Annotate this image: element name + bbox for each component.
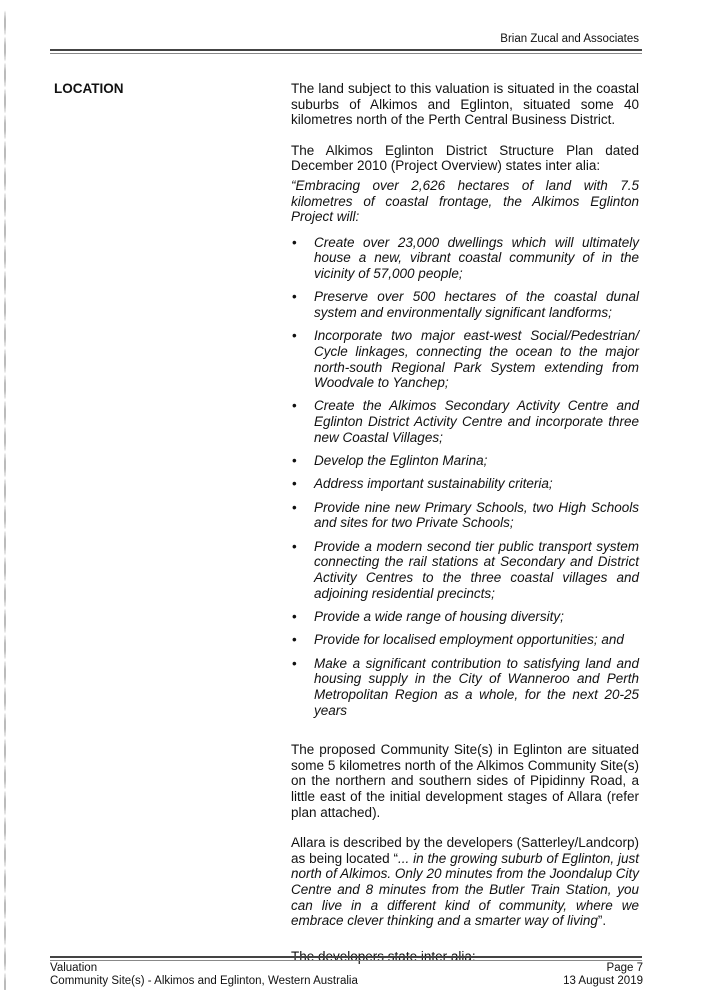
paragraph-community-site: The proposed Community Site(s) in Eglinton are situated some 5 kilometres north of the Alkimos Community Site(s) on the northern and southern sides of Pipidinny Road, a little east of the initial development stages of Allara (refer plan attached). bbox=[291, 742, 639, 820]
list-item: • Create over 23,000 dwellings which will ultimately house a new, vibrant coastal community of in the vicinity of 57,000 people; bbox=[292, 234, 639, 281]
bullet-icon: • bbox=[292, 499, 297, 515]
bullet-icon: • bbox=[292, 453, 297, 469]
bullet-icon: • bbox=[292, 632, 297, 648]
bullet-list bbox=[291, 235, 639, 718]
footer-doc-type: Valuation bbox=[50, 962, 98, 974]
paragraph-location: The land subject to this valuation is situated in the coastal suburbs of Alkimos and Eglinton, situated some 40 kilometres north of the Perth Central Business District. bbox=[291, 81, 639, 128]
footer-rule-thin bbox=[50, 960, 642, 961]
quote-intro: “Embracing over 2,626 hectares of land with 7.5 kilometres of coastal frontage, the Alkimos Eglinton Project will: bbox=[291, 177, 639, 225]
list-item: • Preserve over 500 hectares of the coastal dunal system and environmentally significant landforms; bbox=[292, 289, 639, 320]
list-item: • Provide a modern second tier public transport system connecting the rail stations at Secondary and District Activity Centres to the three coastal villages and adjoining residential precincts; bbox=[292, 538, 639, 601]
list-item: • Provide for localised employment opportunities; and bbox=[292, 632, 624, 648]
bullet-icon: • bbox=[292, 289, 297, 305]
footer-date: 13 August 2019 bbox=[563, 975, 643, 987]
header-rule bbox=[50, 49, 642, 51]
section-label: LOCATION bbox=[54, 81, 124, 96]
bullet-icon: • bbox=[292, 609, 297, 624]
footer-right bbox=[563, 962, 643, 988]
bullet-icon: • bbox=[292, 398, 297, 414]
list-item: • Create the Alkimos Secondary Activity Centre and Eglinton District Activity Centre and incorporate three new Coastal Villages; bbox=[292, 398, 639, 445]
paragraph-developers: The developers state inter alia: bbox=[291, 948, 476, 964]
list-item: • Address important sustainability criteria; bbox=[292, 476, 553, 492]
list-item: • Make a significant contribution to satisfying land and housing supply in the City of Wanneroo and Perth Metropolitan Region as a whole, for the next 20-25 years bbox=[292, 655, 639, 718]
page-number: Page 7 bbox=[606, 962, 643, 974]
list-item: • Provide a wide range of housing diversity; bbox=[292, 609, 564, 624]
bullet-icon: • bbox=[292, 328, 297, 344]
footer-rule bbox=[50, 956, 642, 958]
paragraph-allara: Allara is described by the developers (Satterley/Landcorp) as being located “... in the growing suburb of Eglinton, just north of Alkimos. Only 20 minutes from the Joondalup City Centre and 8 minutes from the Butler Train Station, you can live in a different kind of community, where we embrace clever thinking and a smarter way of living”. bbox=[291, 835, 640, 929]
list-item: • Provide nine new Primary Schools, two High Schools and sites for two Private Schools; bbox=[292, 499, 639, 531]
footer-left bbox=[50, 962, 358, 988]
list-item: • Develop the Eglinton Marina; bbox=[292, 453, 488, 469]
margin-dots bbox=[4, 10, 6, 990]
header-company: Brian Zucal and Associates bbox=[500, 33, 639, 45]
bullet-icon: • bbox=[292, 234, 297, 250]
footer-doc-title: Community Site(s) - Alkimos and Eglinton, Western Australia bbox=[50, 975, 358, 987]
list-item: • Incorporate two major east-west Social/Pedestrian/ Cycle linkages, connecting the ocean to the major north-south Regional Park System extending from Woodvale to Yanchep; bbox=[292, 328, 639, 391]
bullet-icon: • bbox=[292, 538, 297, 554]
header-rule-thin bbox=[50, 53, 642, 54]
bullet-icon: • bbox=[292, 655, 297, 671]
bullet-icon: • bbox=[292, 476, 297, 492]
paragraph-structure-plan: The Alkimos Eglinton District Structure Plan dated December 2010 (Project Overview) states inter alia: bbox=[291, 142, 639, 174]
body-content bbox=[291, 81, 639, 979]
